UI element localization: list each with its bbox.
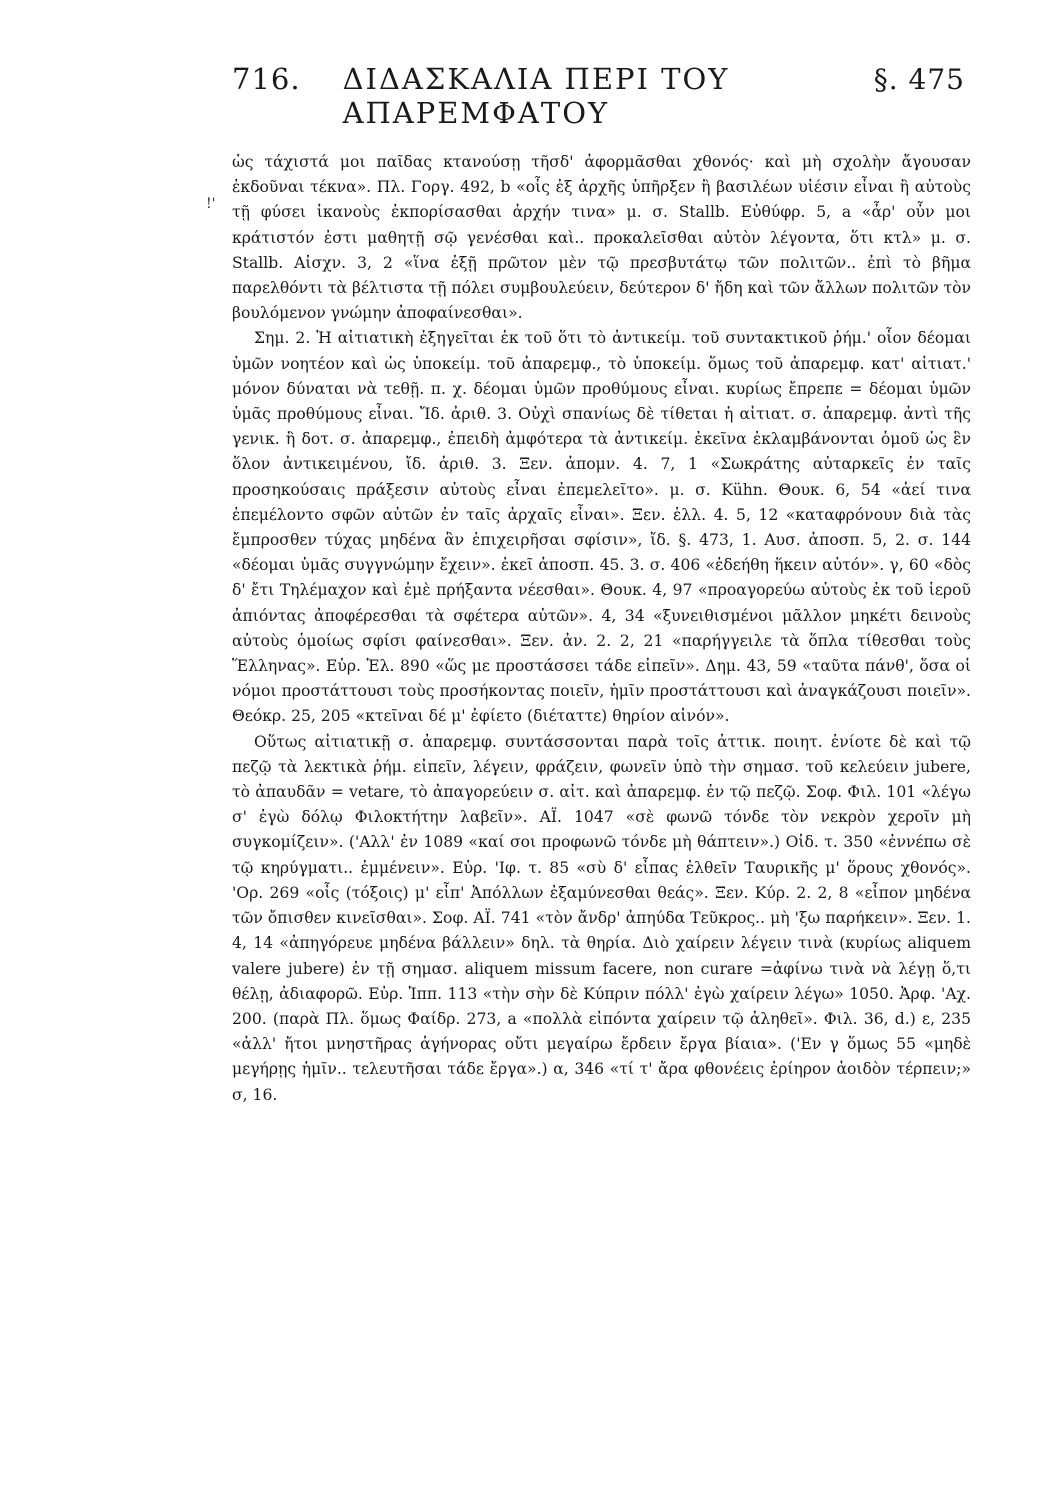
paragraph: ὡς τάχιστά μοι παῖδας κτανούσῃ τῆσδ' ἀφορμᾶσθαι χθονός· καὶ μὴ σχολὴν ἄγουσαν ἐκδοῦναι τέκνα». Πλ. Γοργ. 492, b «οἷς ἐξ ἀρχῆς ὑπῆρξεν ἢ βασιλέων υἱέσιν εἶναι ἢ αὐτοὺς τῇ φύσει ἱκανοὺς ἐκπορίσασθαι ἀρχήν τινα» μ. σ. Stallb. Εὐθύφρ. 5, a «ἆρ' οὖν μοι κράτιστόν ἐστι μαθητῇ σῷ γενέσθαι καὶ.. προκαλεῖσθαι αὐτὸν λέγοντα, ὅτι κτλ» μ. σ. Stallb. Αἰσχν. 3, 2 «ἵνα ἐξῇ πρῶτον μὲν τῷ πρεσβυτάτῳ τῶν πολιτῶν.. ἐπὶ τὸ βῆμα παρελθόντι τὰ βέλτιστα τῇ πόλει συμβουλεύειν, δεύτερον δ' ἤδη καὶ τῶν ἄλλων πολιτῶν τὸν βουλόμενον γνώμην ἀποφαίνεσθαι». — [232, 153, 972, 323]
paragraph: Οὕτως αἰτιατικῇ σ. ἀπαρεμφ. συντάσσονται παρὰ τοῖς ἀττικ. ποιητ. ἐνίοτε δὲ καὶ τῷ πεζῷ τὰ λεκτικὰ ῥήμ. εἰπεῖν, λέγειν, φράζειν, φωνεῖν ὑπὸ τὴν σημασ. τοῦ κελεύειν jubere, τὸ ἀπαυδᾶν = vetare, τὸ ἀπαγορεύειν σ. αἰτ. καὶ ἀπαρεμφ. ἐν τῷ πεζῷ. Σοφ. Φιλ. 101 «λέγω σ' ἐγὼ δόλῳ Φιλοκτήτην λαβεῖν». ΑΪ. 1047 «σὲ φωνῶ τόνδε τὸν νεκρὸν χεροῖν μὴ συγκομίζειν». ('Αλλ' ἐν 1089 «καί σοι προφωνῶ τόνδε μὴ θάπτειν».) Οἰδ. τ. 350 «ἐννέπω σὲ τῷ κηρύγματι.. ἐμμένειν». Εὐρ. 'Ιφ. τ. 85 «σὺ δ' εἶπας ἐλθεῖν Ταυρικῆς μ' ὅρους χθονός». 'Ορ. 269 «οἷς (τόξοις) μ' εἶπ' Ἀπόλλων ἐξαμύνεσθαι θεάς». Ξεν. Κύρ. 2. 2, 8 «εἶπον μηδένα τῶν ὄπισθεν κινεῖσθαι». Σοφ. ΑΪ. 741 «τὸν ἄνδρ' ἀπηύδα Τεῦκρος.. μὴ 'ξω παρήκειν». Ξεν. 1. 4, 14 «ἀπηγόρευε μηδένα βάλλειν» δηλ. τὰ θηρία. Διὸ χαίρειν λέγειν τινὰ (κυρίως aliquem valere jubere) ἐν τῇ σημασ. aliquem missum facere, non curare =ἀφίνω τινὰ νὰ λέγῃ ὅ,τι θέλῃ, ἀδιαφορῶ. Εὐρ. Ἱππ. 113 «τὴν σὴν δὲ Κύπριν πόλλ' ἐγὼ χαίρειν λέγω» 1050. Ἀρφ. 'Αχ. 200. (παρὰ Πλ. ὅμως Φαίδρ. 273, a «πολλὰ εἰπόντα χαίρειν τῷ ἀληθεῖ». Φιλ. 36, d.) ε, 235 «ἀλλ' ἤτοι μνηστῆρας ἀγήνορας οὔτι μεγαίρω ἔρδειν ἔργα βίαια». ('Εν γ ὅμως 55 «μηδὲ μεγήρῃς ἡμῖν.. τελευτῆσαι τάδε ἔργα».) α, 346 «τί τ' ἄρα φθονέεις ἐρίηρον ἀοιδὸν τέρπειν;» σ, 16. — [232, 732, 971, 1104]
margin-mark: !' — [206, 196, 216, 212]
body-text — [232, 150, 971, 1108]
section-number: §. 475 — [873, 63, 965, 96]
paragraph: Σημ. 2. Ἡ αἰτιατικὴ ἐξηγεῖται ἐκ τοῦ ὅτι τὸ ἀντικείμ. τοῦ συντακτικοῦ ῥήμ.' οἷον δέομαι ὑμῶν νοητέον καὶ ὡς ὑποκείμ. τοῦ ἀπαρεμφ., τὸ ὑποκείμ. ὅμως τοῦ ἀπαρεμφ. κατ' αἰτιατ.' μόνον δύναται νὰ τεθῇ. π. χ. δέομαι ὑμῶν προθύμους εἶναι. κυρίως ἔπρεπε = δέομαι ὑμῶν ὑμᾶς προθύμους εἶναι. Ἴδ. ἀριθ. 3. Οὐχὶ σπανίως δὲ τίθεται ἡ αἰτιατ. σ. ἀπαρεμφ. ἀντὶ τῆς γενικ. ἢ δοτ. σ. ἀπαρεμφ., ἐπειδὴ ἀμφότερα τὰ ἀντικείμ. ἐκεῖνα ἐκλαμβάνονται ὁμοῦ ὡς ἓν ὅλον ἀντικειμένου, ἴδ. ἀριθ. 3. Ξεν. ἀπομν. 4. 7, 1 «Σωκράτης αὐταρκεῖς ἐν ταῖς προσηκούσαις πράξεσιν αὐτοὺς εἶναι ἐπεμελεῖτο». μ. σ. Kühn. Θουκ. 6, 54 «ἀεί τινα ἐπεμέλοντο σφῶν αὐτῶν ἐν ταῖς ἀρχαῖς εἶναι». Ξεν. ἑλλ. 4. 5, 12 «καταφρόνουν διὰ τὰς ἔμπροσθεν τύχας μηδένα ἂν ἐπιχειρῆσαι σφίσιν», ἴδ. §. 473, 1. Αυσ. ἀποσπ. 5, 2. σ. 144 «δέομαι ὑμᾶς συγγνώμην ἔχειν». ἐκεῖ ἀποσπ. 45. 3. σ. 406 «ἐδεήθη ἥκειν αὐτόν». γ, 60 «δὸς δ' ἔτι Τηλέμαχον καὶ ἐμὲ πρήξαντα νέεσθαι». Θουκ. 4, 97 «προαγορεύω αὐτοὺς ἐκ τοῦ ἱεροῦ ἀπιόντας ἀποφέρεσθαι τὰ σφέτερα αὐτῶν». 4, 34 «ξυνειθισμένοι μᾶλλον μηκέτι δεινοὺς αὐτοὺς ὁμοίως σφίσι φαίνεσθαι». Ξεν. ἀν. 2. 2, 21 «παρήγγειλε τὰ ὅπλα τίθεσθαι τοὺς Ἕλληνας». Εὐρ. Ἑλ. 890 «ὥς με προστάσσει τάδε εἰπεῖν». Δημ. 43, 59 «ταῦτα πάνθ', ὅσα οἱ νόμοι προστάττουσι τοὺς προσήκοντας ποιεῖν, ἡμῖν προστάττουσι καὶ ἀναγκάζουσι ποιεῖν». Θεόκρ. 25, 205 «κτεῖναι δέ μ' ἐφίετο (διέταττε) θηρίον αἰνόν». — [232, 329, 971, 726]
running-title: ΔΙΔΑΣΚΑΛΙΑ ΠΕΡΙ ΤΟΥ ΑΠΑΡΕΜΦΑΤΟΥ — [342, 62, 730, 130]
page-number: 716. — [232, 62, 301, 96]
running-header — [232, 62, 971, 130]
